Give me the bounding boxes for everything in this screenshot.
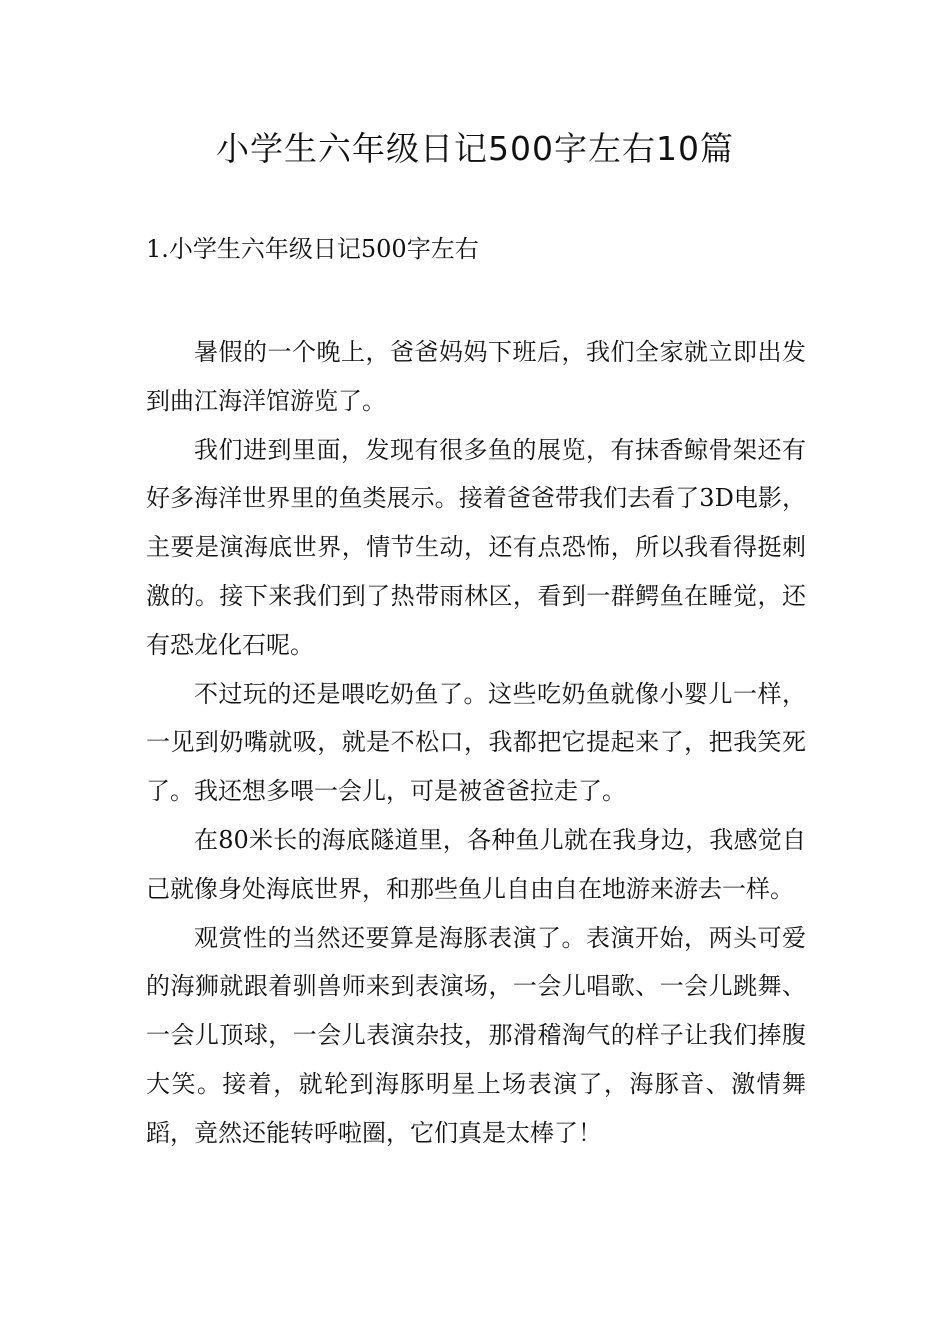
- paragraph: 在80米长的海底隧道里，各种鱼儿就在我身边，我感觉自己就像身处海底世界，和那些鱼儿自由自在地游来游去一样。: [146, 825, 806, 903]
- section-heading: 1.小学生六年级日记500字左右: [146, 235, 479, 263]
- paragraph: 我们进到里面，发现有很多鱼的展览，有抹香鲸骨架还有好多海洋世界里的鱼类展示。接着爸爸带我们去看了3D电影，主要是演海底世界，情节生动，还有点恐怖，所以我看得挺刺激的。接下来我们到了热带雨林区，看到一群鳄鱼在睡觉，还有恐龙化石呢。: [146, 435, 806, 659]
- paragraph: 暑假的一个晚上，爸爸妈妈下班后，我们全家就立即出发到曲江海洋馆游览了。: [146, 338, 806, 415]
- paragraph: 观赏性的当然还要算是海豚表演了。表演开始，两头可爱的海狮就跟着驯兽师来到表演场，一会儿唱歌、一会儿跳舞、一会儿顶球，一会儿表演杂技，那滑稽淘气的样子让我们捧腹大笑。接着，就轮到海豚明星上场表演了，海豚音、激情舞蹈，竟然还能转呼啦圈，它们真是太棒了！: [146, 923, 806, 1147]
- paragraph: 不过玩的还是喂吃奶鱼了。这些吃奶鱼就像小婴儿一样，一见到奶嘴就吸，就是不松口，我都把它提起来了，把我笑死了。我还想多喂一会儿，可是被爸爸拉走了。: [146, 679, 806, 806]
- document-title: 小学生六年级日记500字左右10篇: [216, 129, 734, 168]
- diary-body: [146, 328, 806, 1158]
